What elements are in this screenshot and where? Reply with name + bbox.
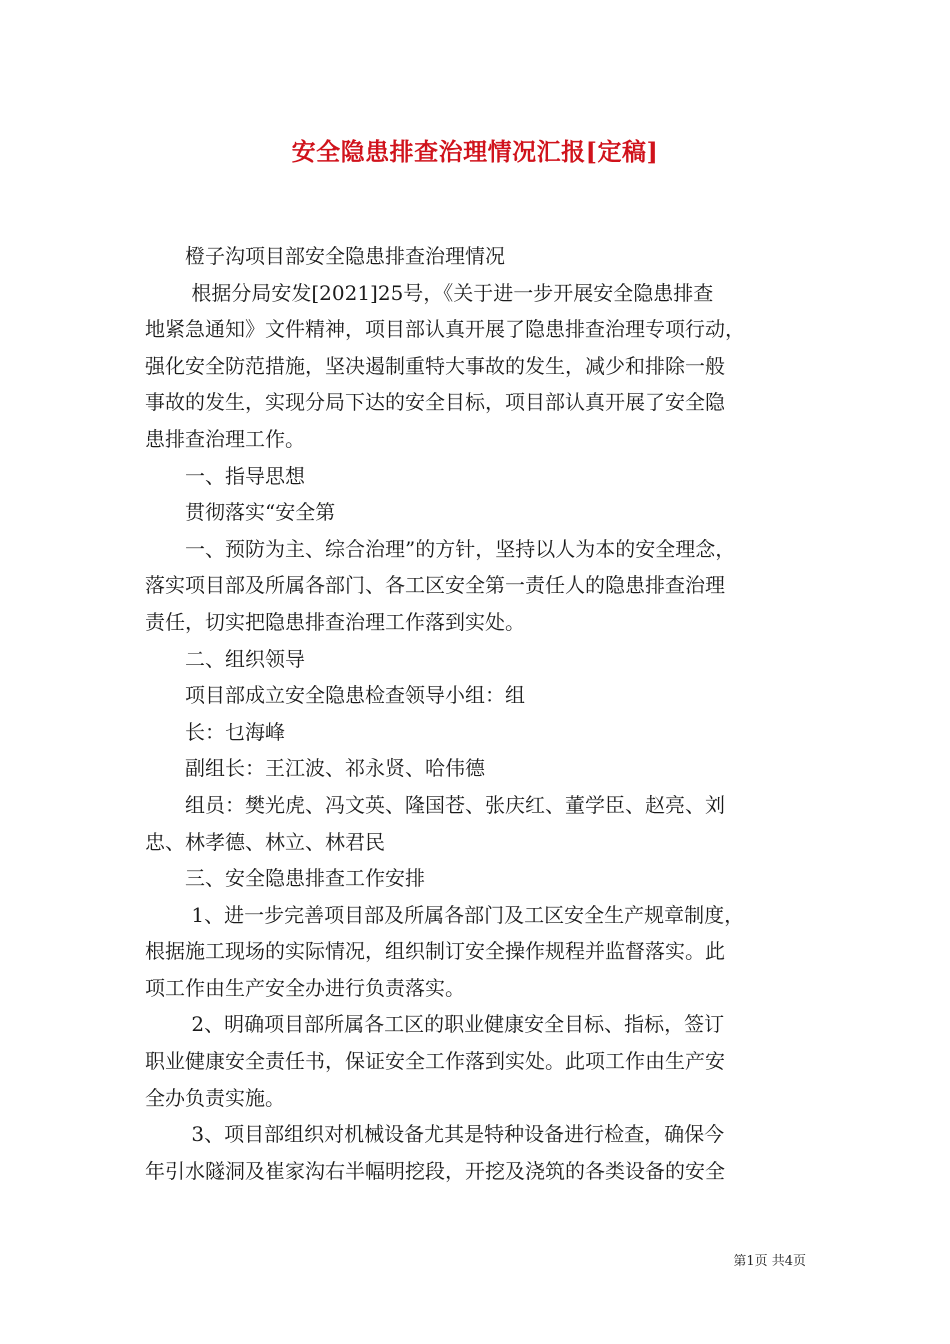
body-line: 忠、林孝德、林立、林君民 (145, 829, 385, 854)
body-line: 橙子沟项目部安全隐患排查治理情况 (145, 244, 505, 268)
body-line: 项目部成立安全隐患检查领导小组：组 (145, 683, 525, 708)
body-line: 一、预防为主、综合治理”的方针，坚持以人为本的安全理念， (145, 536, 736, 561)
body-line: 事故的发生，实现分局下达的安全目标，项目部认真开展了安全隐 (145, 390, 725, 415)
section-heading: 三、安全隐患排查工作安排 (145, 866, 425, 891)
body-line: 落实项目部及所属各部门、各工区安全第一责任人的隐患排查治理 (145, 573, 725, 598)
body-line: 全办负责实施。 (145, 1085, 285, 1110)
body-line: 项工作由生产安全办进行负责落实。 (145, 975, 465, 1000)
body-line: 年引水隧洞及崔家沟右半幅明挖段，开挖及浇筑的各类设备的安全 (145, 1158, 725, 1183)
body-line: 1、进一步完善项目部及所属各部门及工区安全生产规章制度， (145, 902, 745, 927)
body-line: 职业健康安全责任书，保证安全工作落到实处。此项工作由生产安 (145, 1049, 725, 1074)
section-heading: 一、指导思想 (145, 463, 305, 488)
page-number: 第1页 共4页 (733, 1254, 806, 1269)
document-title: 安全隐患排查治理情况汇报[定稿] (291, 137, 659, 166)
body-line: 2、明确项目部所属各工区的职业健康安全目标、指标，签订 (145, 1012, 725, 1037)
body-line: 副组长：王江波、祁永贤、哈伟德 (145, 756, 485, 781)
body-line: 患排查治理工作。 (145, 426, 305, 451)
section-heading: 二、组织领导 (145, 646, 305, 671)
body-line: 地紧急通知》文件精神，项目部认真开展了隐患排查治理专项行动， (145, 317, 745, 342)
document-body (145, 238, 810, 1189)
body-line: 3、项目部组织对机械设备尤其是特种设备进行检查，确保今 (145, 1122, 725, 1147)
body-line: 贯彻落实“安全第 (145, 500, 336, 525)
body-line: 根据分局安发[2021]25号，《关于进一步开展安全隐患排查 (145, 280, 714, 305)
body-line: 组员：樊光虎、冯文英、隆国苍、张庆红、董学臣、赵亮、刘 (145, 792, 725, 817)
body-line: 根据施工现场的实际情况，组织制订安全操作规程并监督落实。此 (145, 939, 725, 964)
body-line: 强化安全防范措施，坚决遏制重特大事故的发生，减少和排除一般 (145, 353, 725, 378)
body-line: 责任，切实把隐患排查治理工作落到实处。 (145, 609, 525, 634)
body-line: 长：乜海峰 (145, 719, 285, 744)
